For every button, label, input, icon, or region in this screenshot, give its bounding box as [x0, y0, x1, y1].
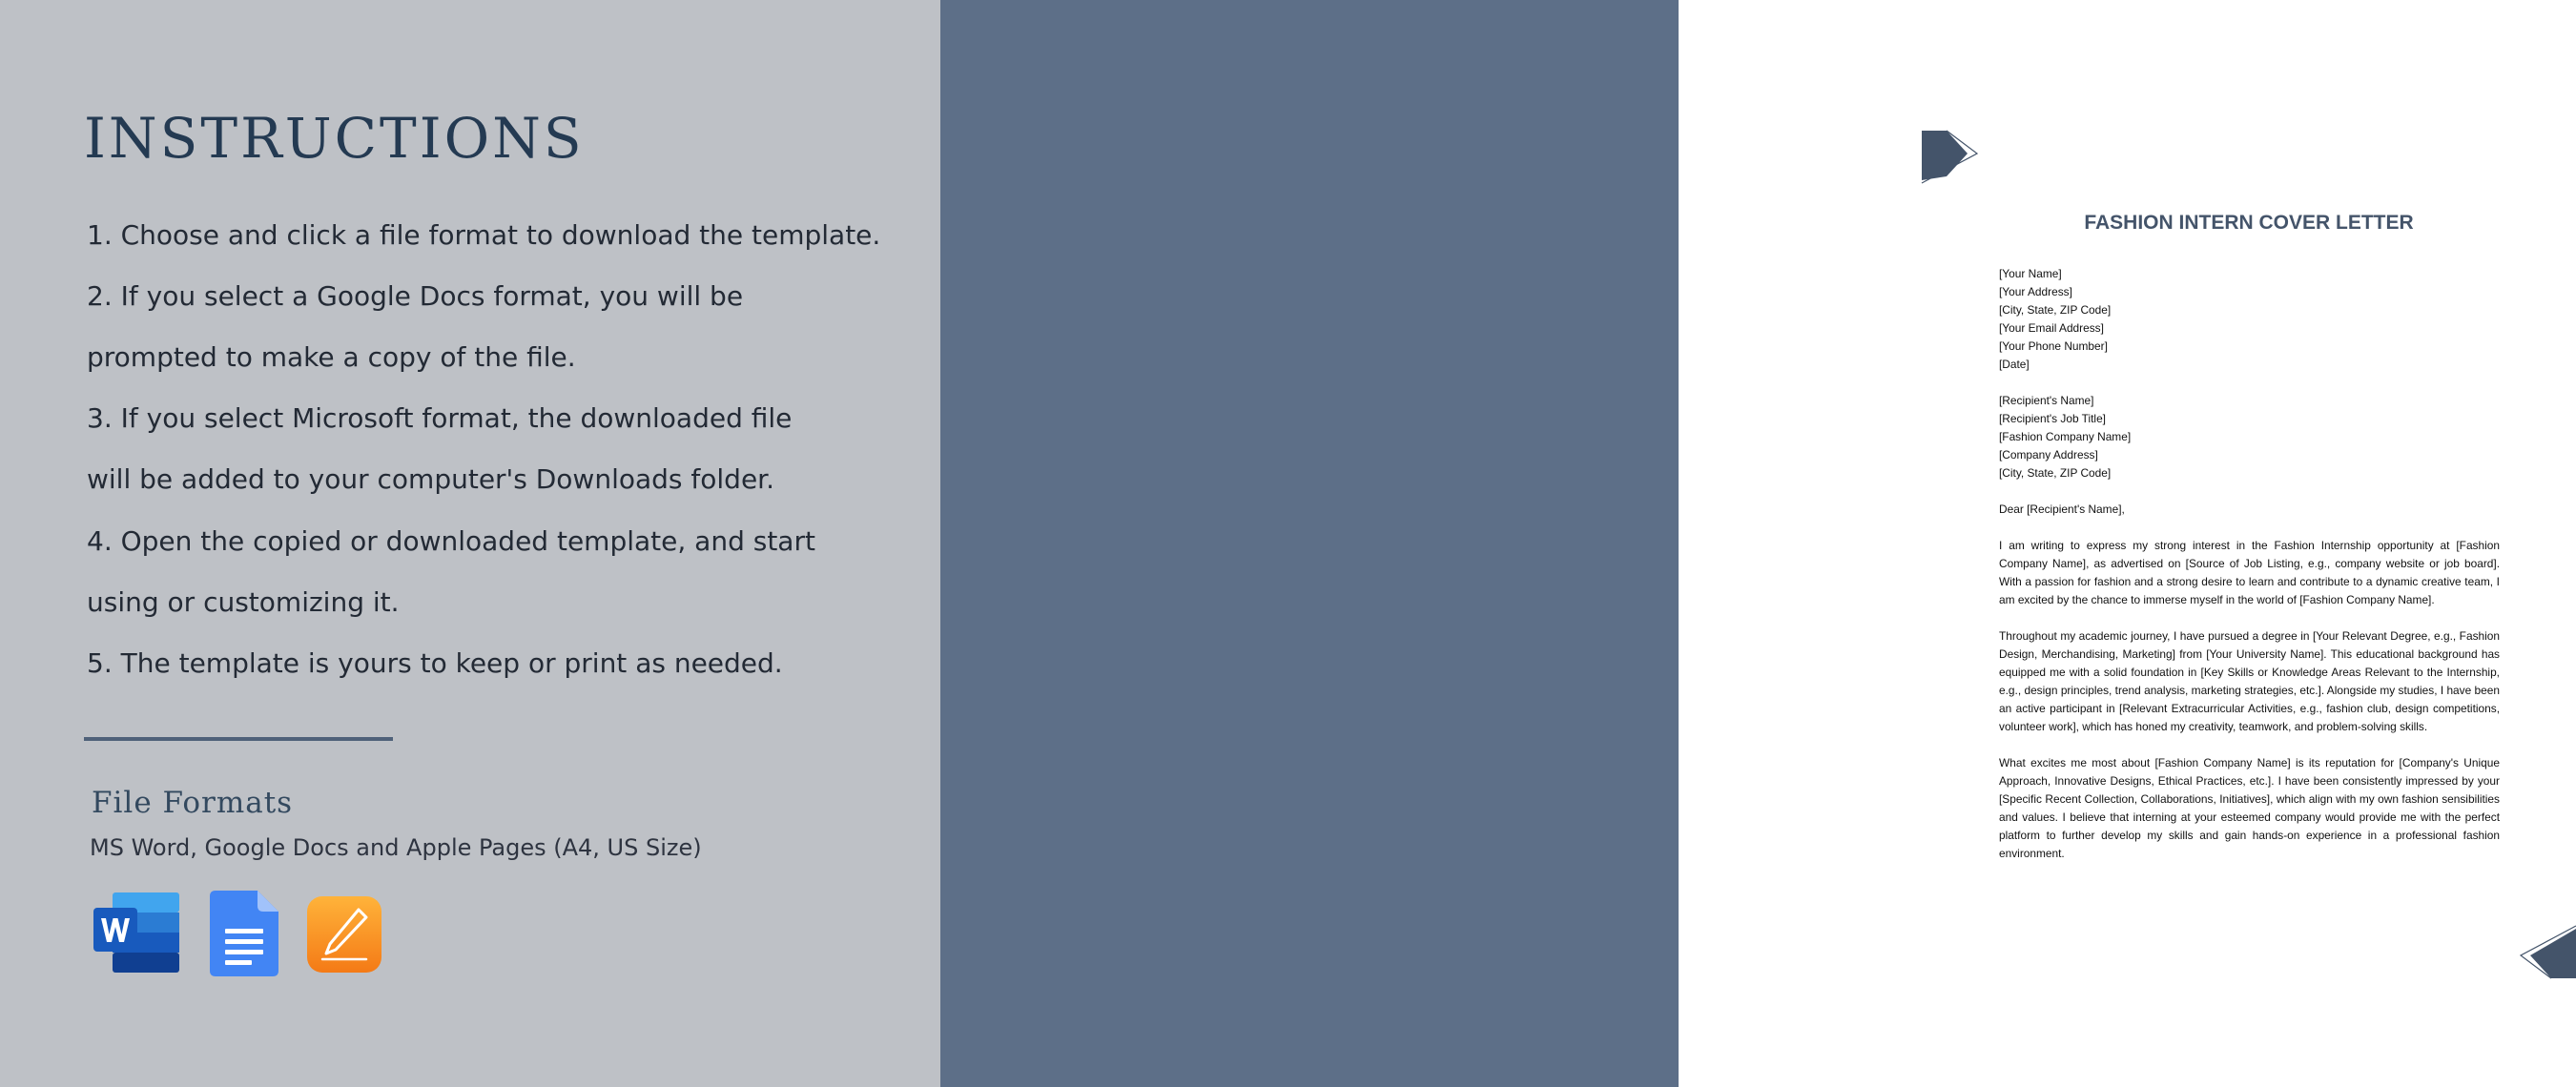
instruction-step-4: 4. Open the copied or downloaded template, and start — [87, 525, 815, 557]
preview-panel — [940, 0, 2500, 1087]
instructions-title: INSTRUCTIONS — [84, 106, 585, 171]
sender-address: [Your Address] — [1999, 285, 2072, 298]
instruction-step-3-continued: will be added to your computer's Downloads folder. — [87, 463, 775, 495]
body-paragraph-1: I am writing to express my strong interest in the Fashion Internship opportunity at [Fashion Company Name], as advertised on [Source of Job Listing, e.g., company website or job board]. With a passion for fashion and a strong desire to learn and contribute to a dynamic creative team, I am excited by the chance to immerse myself in the world of [Fashion Company Name]. — [1999, 539, 2500, 606]
recipient-city: [City, State, ZIP Code] — [1999, 466, 2112, 480]
sender-name: [Your Name] — [1999, 267, 2062, 280]
salutation: Dear [Recipient's Name], — [1999, 502, 2125, 516]
instructions-panel — [0, 0, 940, 1087]
body-paragraph-2: Throughout my academic journey, I have pursued a degree in [Your Relevant Degree, e.g., Fashion Design, Merchandising, Marketing] from [Your University Name]. This educational background has equipped me with a solid foundation in [Key Skills or Knowledge Areas Relevant to the Internship, e.g., design principles, trend analysis, marketing strategies, etc.]. Alongside my studies, I have been an active participant in [Relevant Extracurricular Activities, e.g., fashion club, design competitions, volunteer work], which has honed my creativity, teamwork, and problem-solving skills. — [1999, 629, 2500, 733]
recipient-company: [Fashion Company Name] — [1999, 430, 2132, 443]
file-formats-description: MS Word, Google Docs and Apple Pages (A4, US Size) — [90, 834, 702, 861]
document-body — [1999, 265, 2500, 863]
recipient-address: [Company Address] — [1999, 448, 2098, 461]
corner-decoration-top-left — [1922, 131, 1979, 188]
instruction-step-1: 1. Choose and click a file format to download the template. — [87, 219, 881, 251]
instruction-step-5: 5. The template is yours to keep or print as needed. — [87, 647, 783, 679]
recipient-name: [Recipient's Name] — [1999, 394, 2094, 407]
sender-city: [City, State, ZIP Code] — [1999, 303, 2112, 317]
letter-date: [Date] — [1999, 358, 2030, 371]
instruction-step-2-continued: prompted to make a copy of the file. — [87, 341, 576, 373]
google-docs-icon[interactable] — [210, 891, 278, 976]
apple-pages-icon[interactable] — [307, 896, 381, 973]
sender-email: [Your Email Address] — [1999, 321, 2104, 335]
recipient-job-title: [Recipient's Job Title] — [1999, 412, 2106, 425]
corner-decoration-bottom-right — [2519, 921, 2576, 978]
instruction-step-4-continued: using or customizing it. — [87, 586, 400, 618]
file-formats-title: File Formats — [92, 786, 294, 820]
section-divider — [84, 737, 393, 741]
document-preview — [1922, 131, 2576, 978]
instruction-step-3: 3. If you select Microsoft format, the downloaded file — [87, 402, 793, 434]
body-paragraph-3: What excites me most about [Fashion Company Name] is its reputation for [Company's Unique Approach, Innovative Designs, Ethical Practices, etc.]. I have been consistently impressed by your [Specific Recent Collection, Collaborations, Initiatives], which align with my own fashion sensibilities and values. I believe that interning at your esteemed company would provide me with the perfect platform to further develop my skills and gain hands-on experience in a professional fashion environment. — [1999, 756, 2500, 860]
ms-word-icon[interactable] — [92, 891, 183, 974]
instruction-step-2: 2. If you select a Google Docs format, you will be — [87, 280, 744, 312]
sender-phone: [Your Phone Number] — [1999, 339, 2108, 353]
document-title: FASHION INTERN COVER LETTER — [2084, 212, 2414, 234]
